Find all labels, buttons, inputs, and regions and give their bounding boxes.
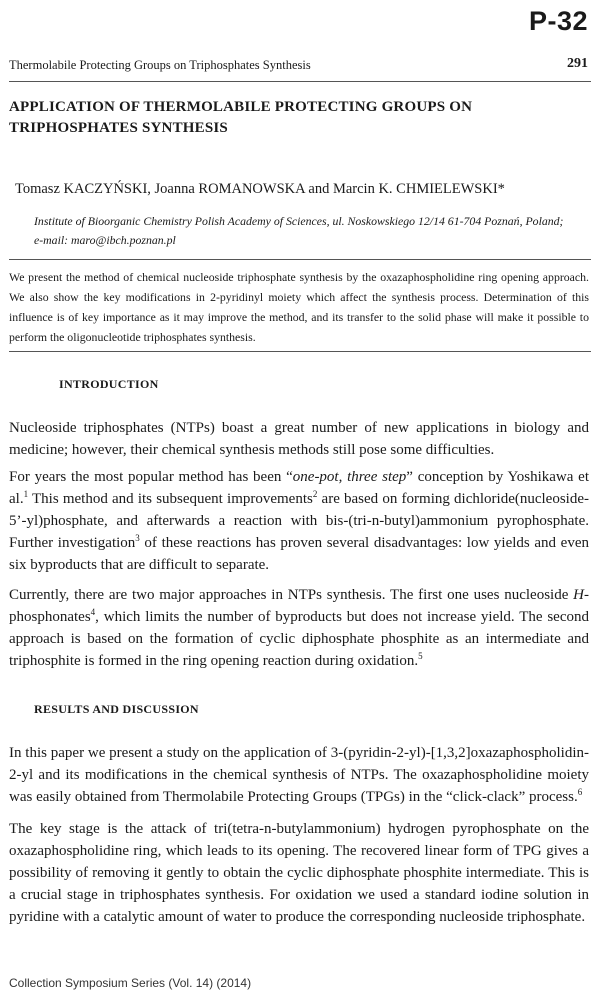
text-run: For years the most popular method has been “	[9, 469, 293, 485]
reference-marker: 4	[90, 607, 96, 617]
reference-marker: 5	[418, 651, 423, 661]
running-head: Thermolabile Protecting Groups on Triphosphates Synthesis	[9, 58, 311, 72]
text-run: This method and its subsequent improvements	[28, 491, 313, 507]
reference-marker: 1	[23, 489, 29, 499]
page-number: 291	[567, 56, 588, 71]
text-run: are based on forming dichloride(nucleoside-5’-yl)phosphate, and afterwards a reaction with bis-(tri-n-butyl)ammonium pyrophosphate. Further investigation	[9, 491, 589, 551]
contact-email: e-mail: maro@ibch.poznan.pl	[34, 232, 176, 247]
body-paragraph: Nucleoside triphosphates (NTPs) boast a great number of new applications in biology and medicine; however, their chemical synthesis methods still pose some difficulties.	[9, 420, 589, 458]
abstract-bottom-rule	[9, 351, 591, 352]
reference-marker: 3	[135, 533, 140, 543]
abstract-top-rule	[9, 259, 591, 260]
text-run: Currently, there are two major approaches in NTPs synthesis. The first one uses nucleoside	[9, 587, 574, 603]
section-heading-introduction: INTRODUCTION	[59, 377, 159, 391]
text-run: -phosphonates	[9, 587, 589, 625]
poster-code: P-32	[528, 6, 588, 36]
text-run: ” conception by Yoshikawa et al.	[9, 469, 590, 507]
italic-term: H	[573, 587, 584, 603]
footer-series: Collection Symposium Series (Vol. 14) (2014)	[9, 976, 252, 990]
header-rule	[9, 81, 591, 82]
paper-title: APPLICATION OF THERMOLABILE PROTECTING GROUPS ON TRIPHOSPHATES SYNTHESIS	[9, 99, 473, 136]
affiliation	[34, 212, 589, 249]
reference-marker: 6	[577, 787, 583, 797]
text-run: In this paper we present a study on the application of 3-(pyridin-2-yl)-[1,3,2]oxazaphospholidin-2-yl and its modifications in the chemical synthesis of NTPs. The oxazaphospholidine moiety was easily obtained from Thermolabile Protecting Groups (TPGs) in the “click-clack” process.	[9, 745, 589, 805]
author-list: Tomasz KACZYŃSKI, Joanna ROMANOWSKA and Marcin K. CHMIELEWSKI*	[15, 181, 505, 197]
body-paragraph	[9, 742, 589, 808]
text-run: , which limits the number of byproducts but does not increase yield. The second approach is based on the formation of cyclic diphosphate phosphite as an intermediate and triphosphite is formed in the ring opening reaction during oxidation.	[9, 609, 589, 669]
italic-term: one-pot, three step	[292, 469, 407, 485]
body-paragraph: The key stage is the attack of tri(tetra-n-butylammonium) hydrogen pyrophosphate on the oxazaphospholidine ring, which leads to its opening. The recovered linear form of TPG gives a possibility of removing it gently to obtain the cyclic diphosphate phosphite intermediate. This is a crucial stage in triphosphates synthesis. For oxidation we used a standard iodine solution in pyridine with a catalytic amount of water to produce the corresponding nucleoside triphosphate.	[9, 821, 589, 925]
section-heading-results: RESULTS AND DISCUSSION	[34, 702, 199, 716]
affiliation-address: Institute of Bioorganic Chemistry Polish Academy of Sciences, ul. Noskowskiego 12/14 61-704 Poznań, Poland;	[34, 214, 564, 228]
abstract: We present the method of chemical nucleoside triphosphate synthesis by the oxazaphospholidine ring opening approach. We also show the key modifications in 2-pyridinyl moiety which affect the synthesis process. Determination of this influence is of key importance as it may improve the method, and its transfer to the solid phase will make it possible to perform the oligonucleotide triphosphates synthesis.	[9, 270, 589, 344]
reference-marker: 2	[312, 489, 318, 499]
text-run: of these reactions has proven several disadvantages: low yields and even six byproducts that are difficult to separate.	[9, 535, 589, 573]
body-paragraph	[9, 466, 589, 576]
body-paragraph	[9, 584, 589, 672]
